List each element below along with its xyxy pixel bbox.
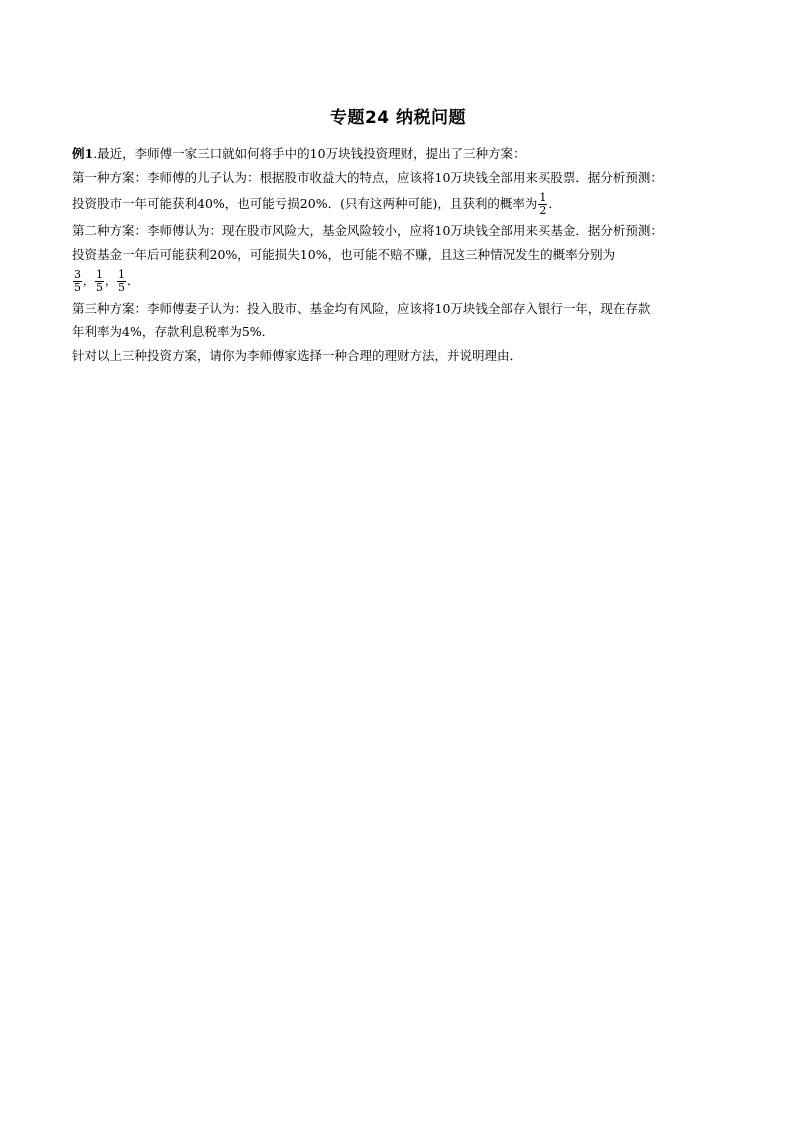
- page-title: 专题24 纳税问题: [329, 108, 467, 128]
- fraction-denominator: 5: [118, 281, 125, 294]
- fraction-denominator: 2: [539, 204, 547, 217]
- fraction-numerator: 1: [96, 268, 103, 281]
- fraction-numerator: 1: [539, 191, 547, 204]
- plan2-line1: 第二种方案：李师傅认为：现在股市风险大，基金风险较小，应将10万块钱全部用来买基金．据分析预测：: [72, 223, 663, 238]
- fraction-denominator: 5: [74, 281, 81, 294]
- plan2-line2: 投资基金一年后可能获利20%，可能损失10%，也可能不赔不赚，且这三种情况发生的概率分别为: [72, 246, 616, 262]
- example-intro-text: .最近，李师傅一家三口就如何将手中的10万块钱投资理财，提出了三种方案：: [93, 146, 526, 161]
- document-body: [72, 142, 724, 367]
- plan2-probabilities: [72, 266, 724, 297]
- plan3-line1: 第三种方案：李师傅妻子认为：投入股市、基金均有风险，应该将10万块钱全部存入银行一年，现在存款: [72, 300, 651, 316]
- fraction-denominator: 5: [96, 281, 103, 294]
- fraction-numerator: 3: [74, 268, 81, 281]
- plan3-line2: 年利率为4%，存款利息税率为5%．: [72, 324, 275, 339]
- plan1-line2-end: ．: [548, 196, 561, 211]
- plan1-line2-text: 投资股市一年可能获利40%，也可能亏损20%．(只有这两种可能)，且获利的概率为: [72, 196, 538, 211]
- plan1-probability-fraction: [538, 192, 547, 217]
- fraction-separator: ，: [105, 274, 116, 288]
- plan2-fraction-2: [95, 269, 104, 294]
- question: 针对以上三种投资方案，请你为李师傅家选择一种合理的理财方法，并说明理由．: [72, 347, 523, 363]
- plan1-line2: [72, 189, 724, 219]
- fraction-separator: ，: [83, 274, 94, 288]
- example-intro: [72, 142, 724, 166]
- plan2-fraction-1: [73, 269, 82, 294]
- plan2-fraction-3: [117, 269, 126, 294]
- plan1-line1: 第一种方案：李师傅的儿子认为：根据股市收益大的特点，应该将10万块钱全部用来买股票．据分析预测：: [72, 169, 663, 185]
- example-label: 例1: [72, 146, 94, 161]
- plan2-end: ．: [127, 273, 140, 288]
- document-page: [72, 0, 724, 1123]
- fraction-numerator: 1: [118, 268, 125, 281]
